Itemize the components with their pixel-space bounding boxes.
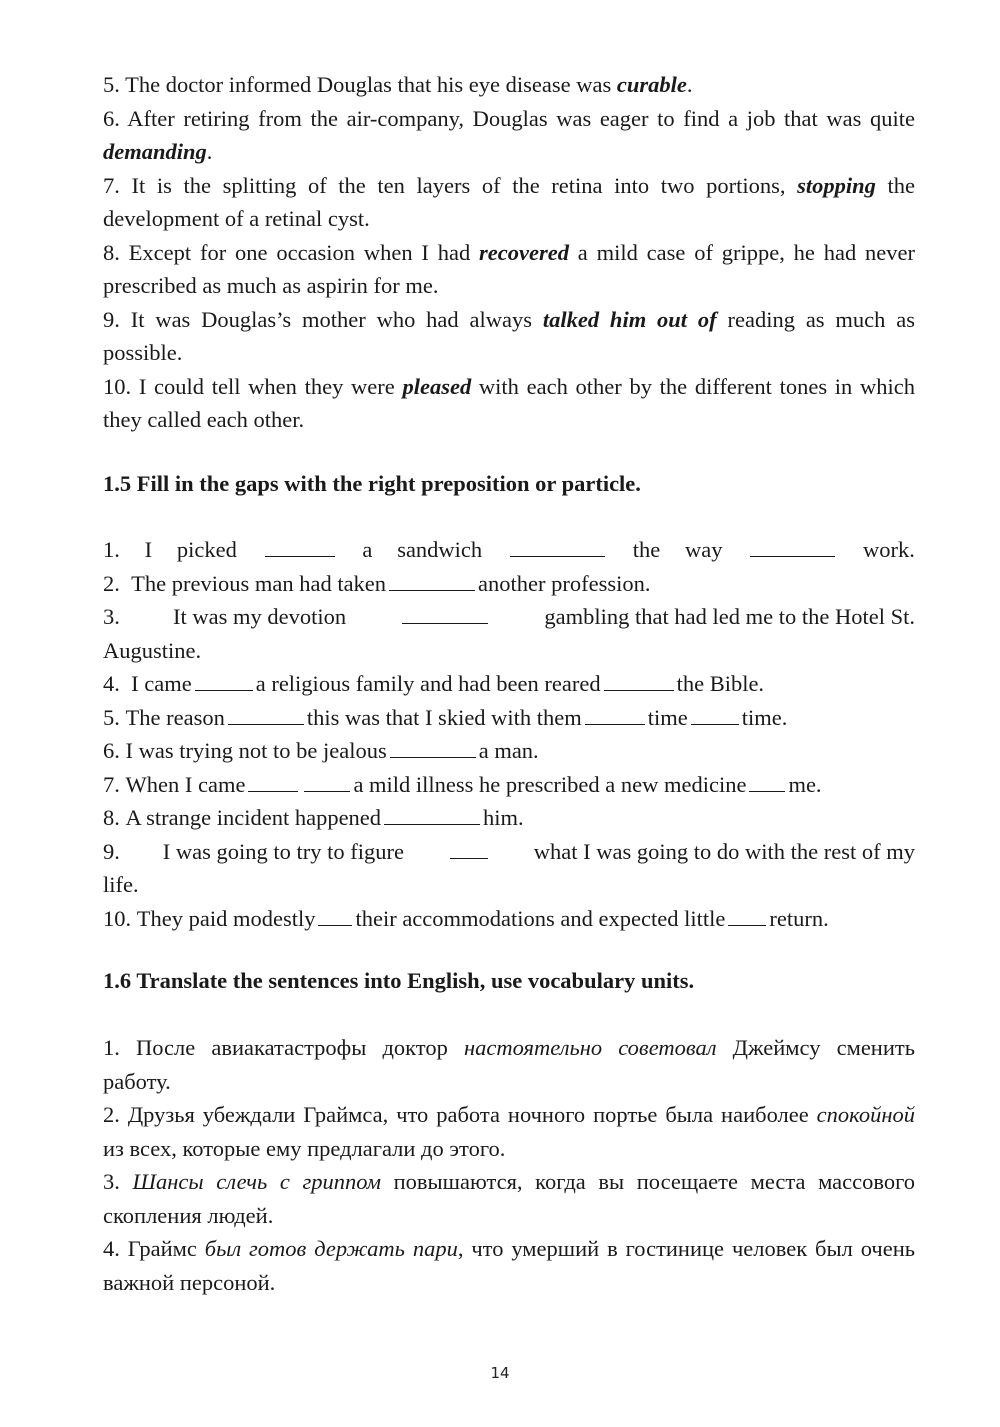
blank-gap[interactable] — [318, 904, 352, 925]
vocab-unit: pleased — [402, 373, 472, 399]
blank-gap[interactable] — [265, 536, 335, 557]
gap-item-4: 4. I came a religious family and had been reared the Bible. — [103, 671, 765, 696]
gap-item-10: 10. They paid modestly their accommodations and expected little return. — [103, 905, 829, 931]
sentence-item-5: 5. The doctor informed Douglas that his eye disease was curable. — [103, 72, 693, 97]
sentence-item-6: 6. After retiring from the air-company, Douglas was eager to find a job that was quite demanding. — [103, 105, 915, 164]
blank-gap[interactable] — [384, 804, 480, 825]
gap-item-7: 7. When I came a mild illness he prescribed a new medicine me. — [103, 771, 822, 797]
blank-gap[interactable] — [389, 569, 475, 590]
vocab-unit: спокойной — [816, 1102, 915, 1127]
vocab-unit: talked him out of — [542, 306, 717, 332]
vocab-unit: recovered — [479, 239, 569, 265]
gap-item-1: 1. I picked a sandwich the way work. — [103, 537, 915, 562]
blank-gap[interactable] — [402, 603, 488, 624]
blank-gap[interactable] — [195, 670, 253, 691]
vocab-unit: curable — [616, 72, 687, 97]
gap-item-9-continued: life. — [103, 872, 139, 897]
vocab-unit: Шансы слечь с гриппом — [132, 1169, 382, 1194]
gap-item-2: 2. The previous man had taken another profession. — [103, 570, 651, 596]
blank-gap[interactable] — [510, 536, 605, 557]
blank-gap[interactable] — [691, 703, 739, 724]
sentence-item-8: 8. Except for one occasion when I had recovered a mild case of grippe, he had never prescribed as much as aspirin for me. — [103, 239, 916, 298]
gap-item-8: 8. A strange incident happened him. — [103, 805, 524, 830]
translation-list — [103, 1031, 915, 1299]
translation-item-3: 3. Шансы слечь с гриппом повышаются, когда вы посещаете места массового скопления людей. — [103, 1169, 915, 1228]
gap-item-9: 9. I was going to try to figure what I was going to do with the rest of my — [103, 838, 915, 864]
vocab-unit: был готов держать пари — [204, 1236, 458, 1261]
blank-gap[interactable] — [604, 670, 674, 691]
gap-item-3-continued: Augustine. — [103, 637, 202, 663]
section-heading-1-5: 1.5 Fill in the gaps with the right preposition or particle. — [103, 471, 641, 496]
gap-fill-list — [103, 533, 915, 935]
blank-gap[interactable] — [228, 703, 304, 724]
sentence-item-7: 7. It is the splitting of the ten layers of the retina into two portions, stopping the development of a retinal cyst. — [103, 172, 915, 231]
blank-gap[interactable] — [390, 737, 476, 758]
blank-gap[interactable] — [750, 536, 835, 557]
blank-gap[interactable] — [585, 703, 645, 724]
blank-gap[interactable] — [304, 770, 350, 791]
vocab-unit: stopping — [797, 172, 876, 198]
blank-gap[interactable] — [749, 770, 785, 791]
blank-gap[interactable] — [450, 837, 488, 858]
gap-item-3: 3. It was my devotion gambling that had led me to the Hotel St. — [103, 604, 915, 629]
translation-item-2: 2. Друзья убеждали Граймса, что работа ночного портье была наиболее спокойной из всех, которые ему предлагали до этого. — [103, 1102, 915, 1161]
gap-item-5: 5. The reason this was that I skied with them time time. — [103, 704, 788, 730]
gap-item-6: 6. I was trying not to be jealous a man. — [103, 738, 539, 763]
sentence-item-10: 10. I could tell when they were pleased with each other by the different tones in which they called each other. — [103, 373, 915, 432]
vocab-sentences-list — [103, 68, 915, 437]
translation-item-4: 4. Граймс был готов держать пари, что умерший в гостинице человек был очень важной персоной. — [103, 1236, 915, 1295]
translation-item-1: 1. После авиакатастрофы доктор настоятельно советовал Джеймсу сменить работу. — [103, 1035, 915, 1094]
blank-gap[interactable] — [248, 770, 298, 791]
section-heading-1-6: 1.6 Translate the sentences into English, use vocabulary units. — [103, 968, 695, 993]
blank-gap[interactable] — [728, 904, 766, 925]
sentence-item-9: 9. It was Douglas’s mother who had always talked him out of reading as much as possible. — [103, 306, 915, 365]
page-number: 14 — [490, 1364, 510, 1382]
vocab-unit: настоятельно советовал — [463, 1035, 717, 1060]
vocab-unit: demanding — [103, 139, 207, 164]
